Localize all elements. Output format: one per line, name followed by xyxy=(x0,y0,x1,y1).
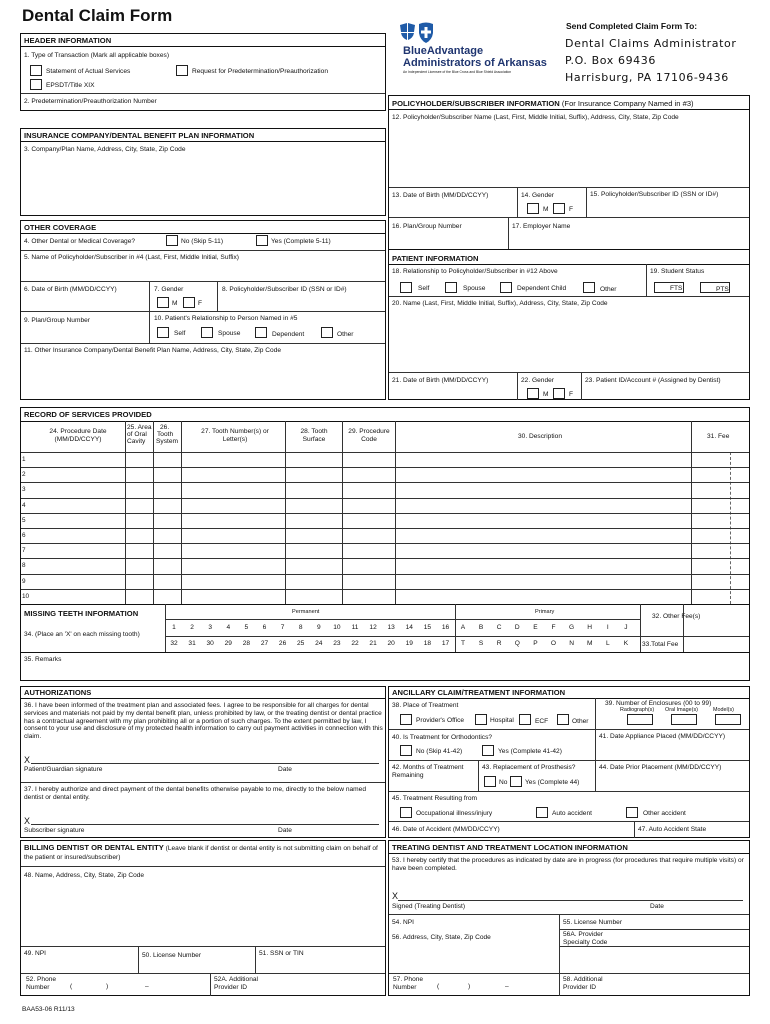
field-39-label: 39. Number of Enclosures (00 to 99) xyxy=(605,700,712,707)
pat-spouse-label: Spouse xyxy=(463,285,486,292)
tooth-15[interactable]: 15 xyxy=(423,624,432,631)
policyholder-title-main: POLICYHOLDER/SUBSCRIBER INFORMATION xyxy=(392,99,560,108)
field-1-label: 1. Type of Transaction (Mark all applicable boxes) xyxy=(24,52,170,59)
form-id-footer: BAA53-06 R11/13 xyxy=(22,1006,75,1013)
field-4-label: 4. Other Dental or Medical Coverage? xyxy=(24,238,136,245)
permanent-label: Permanent xyxy=(292,609,320,615)
rel-spouse-label: Spouse xyxy=(218,330,241,337)
field-47-label: 47. Auto Accident State xyxy=(638,826,707,833)
field-6-label: 6. Date of Birth (MM/DD/CCYY) xyxy=(24,286,117,293)
policy-gender-f-checkbox[interactable] xyxy=(553,203,565,214)
policy-gender-m-label: M xyxy=(543,206,549,213)
ortho-no-label: No (Skip 41-42) xyxy=(416,748,463,755)
treating-phone-paren-open: ( xyxy=(437,983,440,990)
tooth-Q[interactable]: Q xyxy=(514,640,520,647)
tooth-6[interactable]: 6 xyxy=(262,624,267,631)
field-5-label: 5. Name of Policyholder/Subscriber in #4 (Last, First, Middle Initial, Suffix) xyxy=(24,254,239,261)
field-23-label: 23. Patient ID/Account # (Assigned by Dentist) xyxy=(585,377,721,384)
tooth-11[interactable]: 11 xyxy=(351,624,359,631)
pat-self-label: Self xyxy=(418,285,430,292)
pat-other-checkbox[interactable] xyxy=(583,282,595,293)
pat-dependent-label: Dependent Child xyxy=(517,285,567,292)
occupational-checkbox[interactable] xyxy=(400,807,412,818)
tooth-22[interactable]: 22 xyxy=(351,640,359,647)
enclosure-radiograph-box[interactable] xyxy=(627,714,653,725)
billing-phone-dash: – xyxy=(145,983,149,990)
service-row-5[interactable]: 5 xyxy=(22,516,26,524)
tooth-27[interactable]: 27 xyxy=(260,640,269,647)
coverage-yes-label: Yes (Complete 5-11) xyxy=(271,238,331,245)
field-10-label: 10. Patient's Relationship to Person Named in #5 xyxy=(154,315,298,322)
primary-label: Primary xyxy=(535,609,555,615)
service-row-8[interactable]: 8 xyxy=(22,562,26,570)
tooth-B[interactable]: B xyxy=(478,624,484,631)
ancillary-title: ANCILLARY CLAIM/TREATMENT INFORMATION xyxy=(392,688,566,697)
tooth-K[interactable]: K xyxy=(623,640,629,647)
tooth-25[interactable]: 25 xyxy=(297,640,305,647)
field-52a-label: 52A. Additional Provider ID xyxy=(214,976,258,991)
policy-gender-f-label: F xyxy=(569,206,574,213)
treating-signature-label: Signed (Treating Dentist) xyxy=(392,903,466,910)
coverage-no-label: No (Skip 5-11) xyxy=(181,238,224,245)
auth-date-label-1: Date xyxy=(278,766,292,773)
rel-spouse-checkbox[interactable] xyxy=(201,327,213,338)
col-25b-header: of Oral xyxy=(127,431,147,438)
pat-gender-f-label: F xyxy=(569,391,574,398)
hospital-checkbox[interactable] xyxy=(475,714,487,725)
office-checkbox[interactable] xyxy=(400,714,412,725)
tooth-F[interactable]: F xyxy=(551,624,556,631)
tooth-16[interactable]: 16 xyxy=(441,624,450,631)
tooth-26[interactable]: 26 xyxy=(278,640,287,647)
field-53-text: 53. I hereby certify that the procedures as indicated by date are in progress (for procedures that require multiple visits) or have been completed. xyxy=(392,857,744,873)
prosthesis-no-checkbox[interactable] xyxy=(484,776,496,787)
field-49-label: 49. NPI xyxy=(24,950,46,957)
tooth-29[interactable]: 29 xyxy=(224,640,232,647)
tooth-32[interactable]: 32 xyxy=(170,640,178,647)
other-gender-f-label: F xyxy=(198,300,203,307)
field-12-label: 12. Policyholder/Subscriber Name (Last, First, Middle Initial, Suffix), Address, City, State, Zip Code xyxy=(392,114,679,121)
prosthesis-no-label: No xyxy=(499,779,508,786)
treating-x-mark: X xyxy=(392,891,399,901)
field-22-label: 22. Gender xyxy=(521,377,554,384)
treating-title: TREATING DENTIST AND TREATMENT LOCATION INFORMATION xyxy=(392,843,628,852)
tooth-O[interactable]: O xyxy=(550,640,557,647)
tooth-19[interactable]: 19 xyxy=(405,640,413,647)
subscriber-signature-label: Subscriber signature xyxy=(24,827,85,834)
tooth-13[interactable]: 13 xyxy=(387,624,395,631)
tooth-P[interactable]: P xyxy=(533,640,538,647)
field-2-label: 2. Predetermination/Preauthorization Number xyxy=(24,98,157,105)
tooth-T[interactable]: T xyxy=(460,640,466,647)
office-label: Provider's Office xyxy=(416,717,465,724)
occupational-label: Occupational illness/injury xyxy=(416,810,493,817)
pts-label: PTS xyxy=(716,286,729,293)
other-accident-checkbox[interactable] xyxy=(626,807,638,818)
tooth-21[interactable]: 21 xyxy=(369,640,377,647)
tooth-24[interactable]: 24 xyxy=(315,640,323,647)
field-15-label: 15. Policyholder/Subscriber ID (SSN or ID#) xyxy=(590,191,719,198)
field-52-label: 52. Phone Number xyxy=(26,976,57,991)
rel-self-checkbox[interactable] xyxy=(157,327,169,338)
model-label: Model(s) xyxy=(713,707,734,713)
other-gender-m-checkbox[interactable] xyxy=(157,297,169,308)
field-51-label: 51. SSN or TIN xyxy=(259,950,304,957)
tooth-17[interactable]: 17 xyxy=(441,640,450,647)
col-24-header: 24. Procedure Date (MM/DD/CCYY) xyxy=(49,428,107,443)
tooth-H[interactable]: H xyxy=(587,624,593,631)
service-row-6[interactable]: 6 xyxy=(22,532,26,539)
col-31-header: 31. Fee xyxy=(707,433,730,440)
col-26b-header: Tooth xyxy=(157,431,174,438)
send-label: Send Completed Claim Form To: xyxy=(566,21,698,31)
col-28-header: 28. Tooth Surface xyxy=(300,428,328,443)
pat-gender-m-label: M xyxy=(543,391,549,398)
bcbs-logo-icon xyxy=(398,22,436,44)
col-26a-header: 26. xyxy=(160,424,170,431)
other-gender-f-checkbox[interactable] xyxy=(183,297,195,308)
billing-title-sub: (Leave blank if dentist or dental entity is not submitting claim on behalf of the patient or insured/subscriber) xyxy=(24,845,378,861)
tooth-3[interactable]: 3 xyxy=(208,624,213,631)
prosthesis-yes-label: Yes (Complete 44) xyxy=(525,779,580,786)
field-3-label: 3. Company/Plan Name, Address, City, State, Zip Code xyxy=(24,146,186,153)
tooth-L[interactable]: L xyxy=(605,640,610,647)
tooth-S[interactable]: S xyxy=(478,640,484,647)
rel-other-checkbox[interactable] xyxy=(321,327,333,338)
policyholder-section xyxy=(388,95,750,400)
tooth-9[interactable]: 9 xyxy=(316,624,321,631)
enclosure-model-box[interactable] xyxy=(715,714,741,725)
treating-phone-dash: – xyxy=(505,983,509,990)
oral-image-label: Oral Image(s) xyxy=(665,707,698,713)
field-40-label: 40. Is Treatment for Orthodontics? xyxy=(392,734,493,741)
pat-self-checkbox[interactable] xyxy=(400,282,412,293)
tooth-31[interactable]: 31 xyxy=(188,640,196,647)
patient-title: PATIENT INFORMATION xyxy=(392,254,479,263)
remarks-section xyxy=(20,652,750,681)
policyholder-title-sub: (For Insurance Company Named in #3) xyxy=(561,99,694,108)
other-gender-m-label: M xyxy=(172,300,178,307)
service-row-1[interactable]: 1 xyxy=(22,456,26,463)
service-row-3[interactable]: 3 xyxy=(22,486,26,494)
pat-dependent-checkbox[interactable] xyxy=(500,282,512,293)
auth-date-label-2: Date xyxy=(278,827,292,834)
tooth-G[interactable]: G xyxy=(569,624,575,631)
col-26c-header: System xyxy=(156,438,178,445)
field-37-text: 37. I hereby authorize and direct payment of the dental benefits otherwise payable to me, directly to the below named dentist or dental entity. xyxy=(24,786,366,801)
rel-dependent-checkbox[interactable] xyxy=(255,327,267,338)
tooth-14[interactable]: 14 xyxy=(405,624,413,631)
field-50-label: 50. License Number xyxy=(142,952,202,959)
send-line-2: P.O. Box 69436 xyxy=(565,54,656,67)
billing-phone-paren-open: ( xyxy=(70,983,73,990)
auto-accident-label: Auto accident xyxy=(552,810,592,817)
tooth-10[interactable]: 10 xyxy=(333,624,341,631)
other-coverage-section xyxy=(20,220,386,400)
col-30-header: 30. Description xyxy=(518,433,562,440)
field-56-label: 56. Address, City, State, Zip Code xyxy=(392,934,491,941)
billing-title xyxy=(24,843,382,863)
field-7-label: 7. Gender xyxy=(154,286,184,293)
service-row-9[interactable]: 9 xyxy=(22,577,26,585)
field-32-label: 32. Other Fee(s) xyxy=(652,613,701,620)
billing-phone-paren-close: ) xyxy=(106,983,109,990)
billing-title-main: BILLING DENTIST OR DENTAL ENTITY xyxy=(24,843,164,852)
field-33-label: 33.Total Fee xyxy=(642,641,679,648)
rel-other-label: Other xyxy=(337,331,354,338)
auth-x-mark-1: X xyxy=(24,755,31,765)
tooth-N[interactable]: N xyxy=(569,640,574,647)
ecf-checkbox[interactable] xyxy=(519,714,531,725)
field-54-label: 54. NPI xyxy=(392,919,414,926)
insurance-title: INSURANCE COMPANY/DENTAL BENEFIT PLAN INFORMATION xyxy=(24,131,255,140)
col-29-header: 29. Procedure Code xyxy=(348,428,390,443)
place-other-label: Other xyxy=(572,718,589,725)
missing-instruction: 34. (Place an 'X' on each missing tooth) xyxy=(24,631,140,638)
policy-gender-m-checkbox[interactable] xyxy=(527,203,539,214)
field-18-label: 18. Relationship to Policyholder/Subscriber in #12 Above xyxy=(392,268,558,275)
pat-other-label: Other xyxy=(600,286,617,293)
tooth-30[interactable]: 30 xyxy=(206,640,214,647)
epsdt-label: EPSDT/Title XIX xyxy=(46,82,95,89)
page-title: Dental Claim Form xyxy=(22,6,173,25)
authorizations-title: AUTHORIZATIONS xyxy=(24,688,92,697)
tooth-23[interactable]: 23 xyxy=(333,640,341,647)
service-row-7[interactable]: 7 xyxy=(22,547,26,555)
hospital-label: Hospital xyxy=(490,717,514,724)
field-20-label: 20. Name (Last, First, Middle Initial, Suffix), Address, City, State, Zip Code xyxy=(392,300,608,307)
service-row-2[interactable]: 2 xyxy=(22,471,26,479)
tooth-C[interactable]: C xyxy=(496,624,502,631)
actual-services-checkbox[interactable] xyxy=(30,65,42,76)
field-14-label: 14. Gender xyxy=(521,192,554,199)
tooth-7[interactable]: 7 xyxy=(280,624,285,631)
tooth-R[interactable]: R xyxy=(496,640,502,647)
col-25a-header: 25. Area xyxy=(127,424,152,431)
tooth-M[interactable]: M xyxy=(586,640,593,647)
field-45-label: 45. Treatment Resulting from xyxy=(392,795,478,802)
place-other-checkbox[interactable] xyxy=(557,714,569,725)
field-56a-label: 56A. Provider Specialty Code xyxy=(563,931,608,946)
tooth-D[interactable]: D xyxy=(514,624,520,631)
logo-tagline: An Independent Licensee of the Blue Cross and Blue Shield Association xyxy=(403,70,512,74)
patient-signature-label: Patient/Guardian signature xyxy=(24,766,103,773)
field-48-label: 48. Name, Address, City, State, Zip Code xyxy=(24,872,145,879)
ortho-yes-checkbox[interactable] xyxy=(482,745,494,756)
actual-services-label: Statement of Actual Services xyxy=(46,68,131,75)
epsdt-checkbox[interactable] xyxy=(30,79,42,90)
field-57-label: 57. Phone Number xyxy=(393,976,424,991)
rel-self-label: Self xyxy=(174,330,186,337)
header-title: HEADER INFORMATION xyxy=(24,36,112,45)
services-title: RECORD OF SERVICES PROVIDED xyxy=(24,410,152,419)
tooth-28[interactable]: 28 xyxy=(242,640,251,647)
rel-dependent-label: Dependent xyxy=(272,331,305,338)
pat-gender-m-checkbox[interactable] xyxy=(527,388,539,399)
field-58-label: 58. Additional Provider ID xyxy=(563,976,603,991)
pat-gender-f-checkbox[interactable] xyxy=(553,388,565,399)
field-46-label: 46. Date of Accident (MM/DD/CCYY) xyxy=(392,826,500,833)
tooth-A[interactable]: A xyxy=(460,624,466,631)
prosthesis-yes-checkbox[interactable] xyxy=(510,776,522,787)
fts-label: FTS xyxy=(670,285,683,292)
other-coverage-title: OTHER COVERAGE xyxy=(24,223,97,232)
field-35-label: 35. Remarks xyxy=(24,656,62,663)
field-17-label: 17. Employer Name xyxy=(512,223,571,230)
field-13-label: 13. Date of Birth (MM/DD/CCYY) xyxy=(392,192,489,199)
field-16-label: 16. Plan/Group Number xyxy=(392,223,462,230)
radiograph-label: Radiograph(s) xyxy=(620,707,655,713)
logo-name-2: Administrators of Arkansas xyxy=(403,57,547,69)
field-8-label: 8. Policyholder/Subscriber ID (SSN or ID#) xyxy=(222,286,347,293)
col-25c-header: Cavity xyxy=(127,438,146,445)
tooth-J[interactable]: J xyxy=(624,624,628,631)
tooth-2[interactable]: 2 xyxy=(190,624,194,631)
coverage-no-checkbox[interactable] xyxy=(166,235,178,246)
tooth-18[interactable]: 18 xyxy=(423,640,432,647)
pat-spouse-checkbox[interactable] xyxy=(445,282,457,293)
policyholder-title xyxy=(392,99,694,108)
field-44-label: 44. Date Prior Placement (MM/DD/CCYY) xyxy=(599,764,722,771)
auto-accident-checkbox[interactable] xyxy=(536,807,548,818)
tooth-4[interactable]: 4 xyxy=(226,624,231,631)
service-row-10[interactable]: 10 xyxy=(22,592,30,600)
other-accident-label: Other accident xyxy=(643,810,686,817)
coverage-yes-checkbox[interactable] xyxy=(256,235,268,246)
tooth-8[interactable]: 8 xyxy=(298,624,303,631)
field-21-label: 21. Date of Birth (MM/DD/CCYY) xyxy=(392,377,489,384)
field-43-label: 43. Replacement of Prosthesis? xyxy=(482,764,576,771)
tooth-20[interactable]: 20 xyxy=(387,640,395,647)
treating-date-label: Date xyxy=(650,903,664,910)
ecf-label: ECF xyxy=(535,718,549,725)
tooth-5[interactable]: 5 xyxy=(244,624,249,631)
field-42-label: 42. Months of Treatment Remaining xyxy=(392,764,464,779)
service-row-4[interactable]: 4 xyxy=(22,501,26,509)
tooth-12[interactable]: 12 xyxy=(369,624,377,631)
treating-phone-paren-close: ) xyxy=(468,983,471,990)
send-line-3: Harrisburg, PA 17106-9436 xyxy=(565,71,729,84)
field-55-label: 55. License Number xyxy=(563,919,623,926)
field-11-label: 11. Other Insurance Company/Dental Benefit Plan Name, Address, City, State, Zip Code xyxy=(24,347,282,354)
enclosure-oral-box[interactable] xyxy=(671,714,697,725)
ortho-yes-label: Yes (Complete 41-42) xyxy=(498,748,562,755)
field-36-text: 36. I have been informed of the treatment plan and associated fees. I agree to be responsible for all charges for dental services and materials not paid by my dental benefit plan, unless prohibited by law, or the treating dentist or dental practice has a contractual agreement with my plan prohibiting all or a portion of such charges. To the extent permitted by law, I consent to your use and disclosure of my protected health information to carry out payment activities in connection with this claim. xyxy=(24,702,383,741)
field-38-label: 38. Place of Treatment xyxy=(392,702,459,709)
predetermination-label: Request for Predetermination/Preauthorization xyxy=(192,68,328,75)
field-41-label: 41. Date Appliance Placed (MM/DD/CCYY) xyxy=(599,733,726,740)
send-line-1: Dental Claims Administrator xyxy=(565,37,737,50)
field-19-label: 19. Student Status xyxy=(650,268,705,275)
auth-x-mark-2: X xyxy=(24,816,31,826)
tooth-I[interactable]: I xyxy=(606,624,609,631)
logo-name-1: BlueAdvantage xyxy=(403,45,484,57)
tooth-E[interactable]: E xyxy=(533,624,538,631)
missing-title: MISSING TEETH INFORMATION xyxy=(24,609,139,618)
tooth-1[interactable]: 1 xyxy=(172,624,176,631)
predetermination-checkbox[interactable] xyxy=(176,65,188,76)
col-27-header: 27. Tooth Number(s) or Letter(s) xyxy=(201,428,269,443)
field-9-label: 9. Plan/Group Number xyxy=(24,317,90,324)
ortho-no-checkbox[interactable] xyxy=(400,745,412,756)
